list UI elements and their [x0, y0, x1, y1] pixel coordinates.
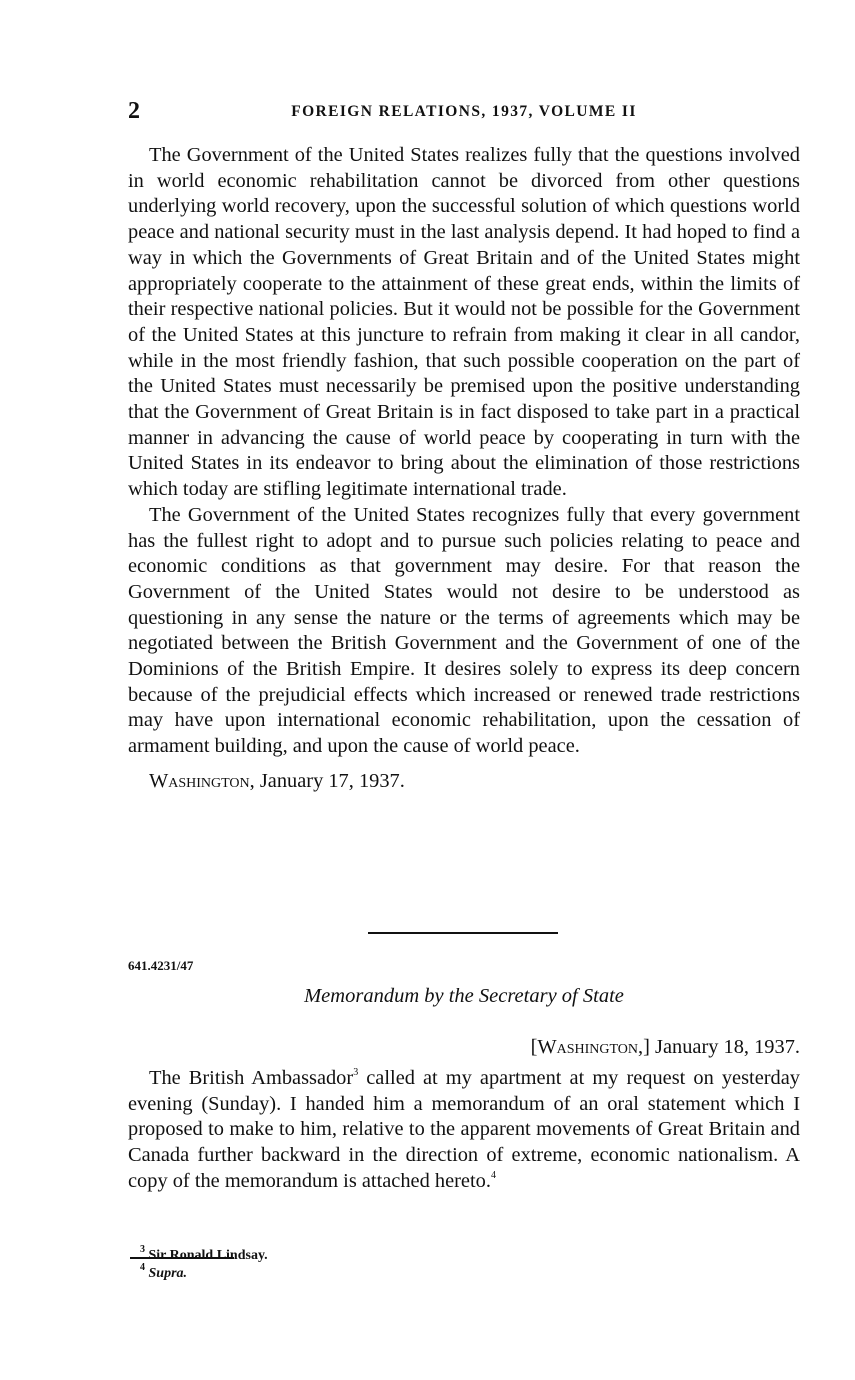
footnote-ref: 4 — [490, 1170, 496, 1182]
memo-date-place: Washington — [537, 1036, 639, 1058]
memo-paragraph — [128, 1066, 800, 1195]
letter-body — [128, 143, 800, 794]
footnote — [140, 1244, 268, 1265]
paragraph: The Government of the United States recognizes fully that every government has the fullest right to adopt and to pursue such policies relating to peace and economic conditions as that government may desire. For that reason the Government of the United States would not desire to be understood as questioning in any sense the nature or the terms of agreements which may be negotiated between the British Government and the Government of one of the Dominions of the British Empire. It desires solely to express its deep concern because of the prejudicial effects which increased or renewed trade restrictions may have upon international economic rehabilitation, upon the cessation of armament building, and upon the cause of world peace. — [128, 503, 800, 758]
footnote-text: Sir Ronald Lindsay. — [145, 1248, 268, 1263]
section-divider — [368, 932, 558, 934]
dateline-place: Washington — [149, 769, 250, 792]
paragraph: The Government of the United States realizes fully that the questions involved in world economic rehabilitation cannot be divorced from other questions underlying world recovery, upon the successful solution of which questions world peace and national security must in the last analysis depend. It had hoped to find a way in which the Governments of Great Britain and of the United States might appropriately cooperate to the attainment of these great ends, within the limits of their respective national policies. But it would not be possible for the Government of the United States at this juncture to refrain from making it clear in all candor, while in the most friendly fashion, that such possible cooperation on the part of the United States must necessarily be premised upon the positive understanding that the Government of Great Britain is in fact disposed to take part in a practical manner in advancing the cause of world peace by cooperating in turn with the United States in its endeavor to bring about the elimination of those restrictions which today are stifling legitimate international trade. — [128, 144, 800, 501]
footnote-mark: 4 — [140, 1262, 145, 1274]
dateline-date: , January 17, 1937. — [249, 769, 405, 792]
memo-text-part1: The British Ambassador — [149, 1067, 354, 1089]
footnotes — [140, 1244, 268, 1283]
page-header — [128, 98, 800, 128]
footnote-mark: 3 — [140, 1244, 145, 1256]
page-number: 2 — [128, 98, 140, 124]
memo-date-prefix: [ — [530, 1036, 538, 1058]
dateline — [128, 768, 800, 794]
memo-dateline — [531, 1036, 800, 1059]
memo-title: Memorandum by the Secretary of State — [304, 985, 624, 1007]
memo-text-part2: called at my apartment at my request on yesterday evening (Sunday). I handed him a memorandum of an oral statement which I proposed to make to him, relative to the apparent movements of Great Britain and Canada further backward in the direction of extreme, economic nationalism. A copy of the memorandum is attached hereto. — [128, 1067, 800, 1192]
footnote — [140, 1262, 268, 1283]
file-number: 641.4231/47 — [128, 958, 194, 973]
memo-body — [128, 1066, 800, 1195]
footnote-text: Supra. — [145, 1266, 188, 1281]
running-head: FOREIGN RELATIONS, 1937, VOLUME II — [291, 103, 637, 120]
memo-date-suffix: ,] January 18, 1937. — [638, 1036, 800, 1058]
footnote-ref: 3 — [353, 1067, 359, 1079]
